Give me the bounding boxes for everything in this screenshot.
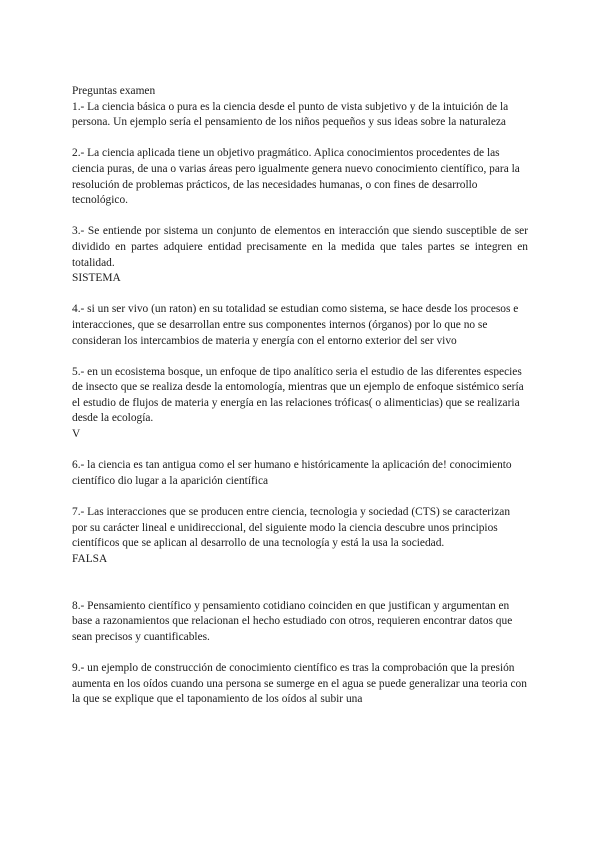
question-9 <box>72 661 528 708</box>
question-text: 5.- en un ecosistema bosque, un enfoque de tipo analítico seria el estudio de las diferentes especies de insecto que se realiza desde la entomología, mientras que un ejemplo de enfoque sistémico sería el estudio de flujos de materia y energía en las relaciones tróficas( o alimenticias) que se realizaria desde la ecología. <box>72 365 524 425</box>
question-answer: FALSA <box>72 552 108 565</box>
question-2 <box>72 146 528 208</box>
question-text: 6.- la ciencia es tan antigua como el ser humano e históricamente la aplicación de! conocimiento científico dio lugar a la aparición científica <box>72 459 512 487</box>
question-text: 8.- Pensamiento científico y pensamiento cotidiano coinciden en que justifican y argumentan en base a razonamientos que relacionan el hecho estudiado con otros, requieren encontrar datos que sean precisos y cuantificables. <box>72 599 513 643</box>
question-5 <box>72 365 528 443</box>
question-answer: V <box>72 428 81 441</box>
question-6 <box>72 458 528 489</box>
document-content <box>72 84 528 708</box>
question-3 <box>72 224 528 286</box>
question-text: 4.- si un ser vivo (un raton) en su totalidad se estudian como sistema, se hace desde los procesos e interacciones, que se desarrollan entre sus componentes internos (órganos) por lo que no se consideran los intercambios de materia y energía con el entorno exterior del ser vivo <box>72 303 519 347</box>
question-7 <box>72 505 528 567</box>
question-4 <box>72 302 528 349</box>
question-text: 3.- Se entiende por sistema un conjunto de elementos en interacción que siendo susceptible de ser dividido en partes adquiere entidad precisamente en la medida que tales partes se integren en totalidad. <box>72 225 528 269</box>
question-text: 7.- Las interacciones que se producen entre ciencia, tecnologia y sociedad (CTS) se caracterizan por su carácter lineal e unidireccional, del siguiente modo la ciencia descubre unos principios científicos que se aplican al desarrollo de una tecnología y está la usa la sociedad. <box>72 506 511 550</box>
question-answer: SISTEMA <box>72 272 121 285</box>
question-text: 2.- La ciencia aplicada tiene un objetivo pragmático. Aplica conocimientos procedentes de las ciencia puras, de una o varias áreas pero igualmente genera nuevo conocimiento científico, para la resolución de problemas prácticos, de las necesidades humanas, o con fines de desarrollo tecnológico. <box>72 147 520 207</box>
document-title: Preguntas examen <box>72 85 156 97</box>
question-text: 1.- La ciencia básica o pura es la ciencia desde el punto de vista subjetivo y de la intuición de la persona. Un ejemplo sería el pensamiento de los niños pequeños y sus ideas sobre la naturaleza <box>72 100 509 129</box>
question-text: 9.- un ejemplo de construcción de conocimiento científico es tras la comprobación que la presión aumenta en los oídos cuando una persona se sumerge en el agua se puede generalizar una teoria con la que se explique que el taponamiento de los oídos al subir una <box>72 661 527 706</box>
question-1 <box>72 100 528 131</box>
question-8 <box>72 599 528 646</box>
